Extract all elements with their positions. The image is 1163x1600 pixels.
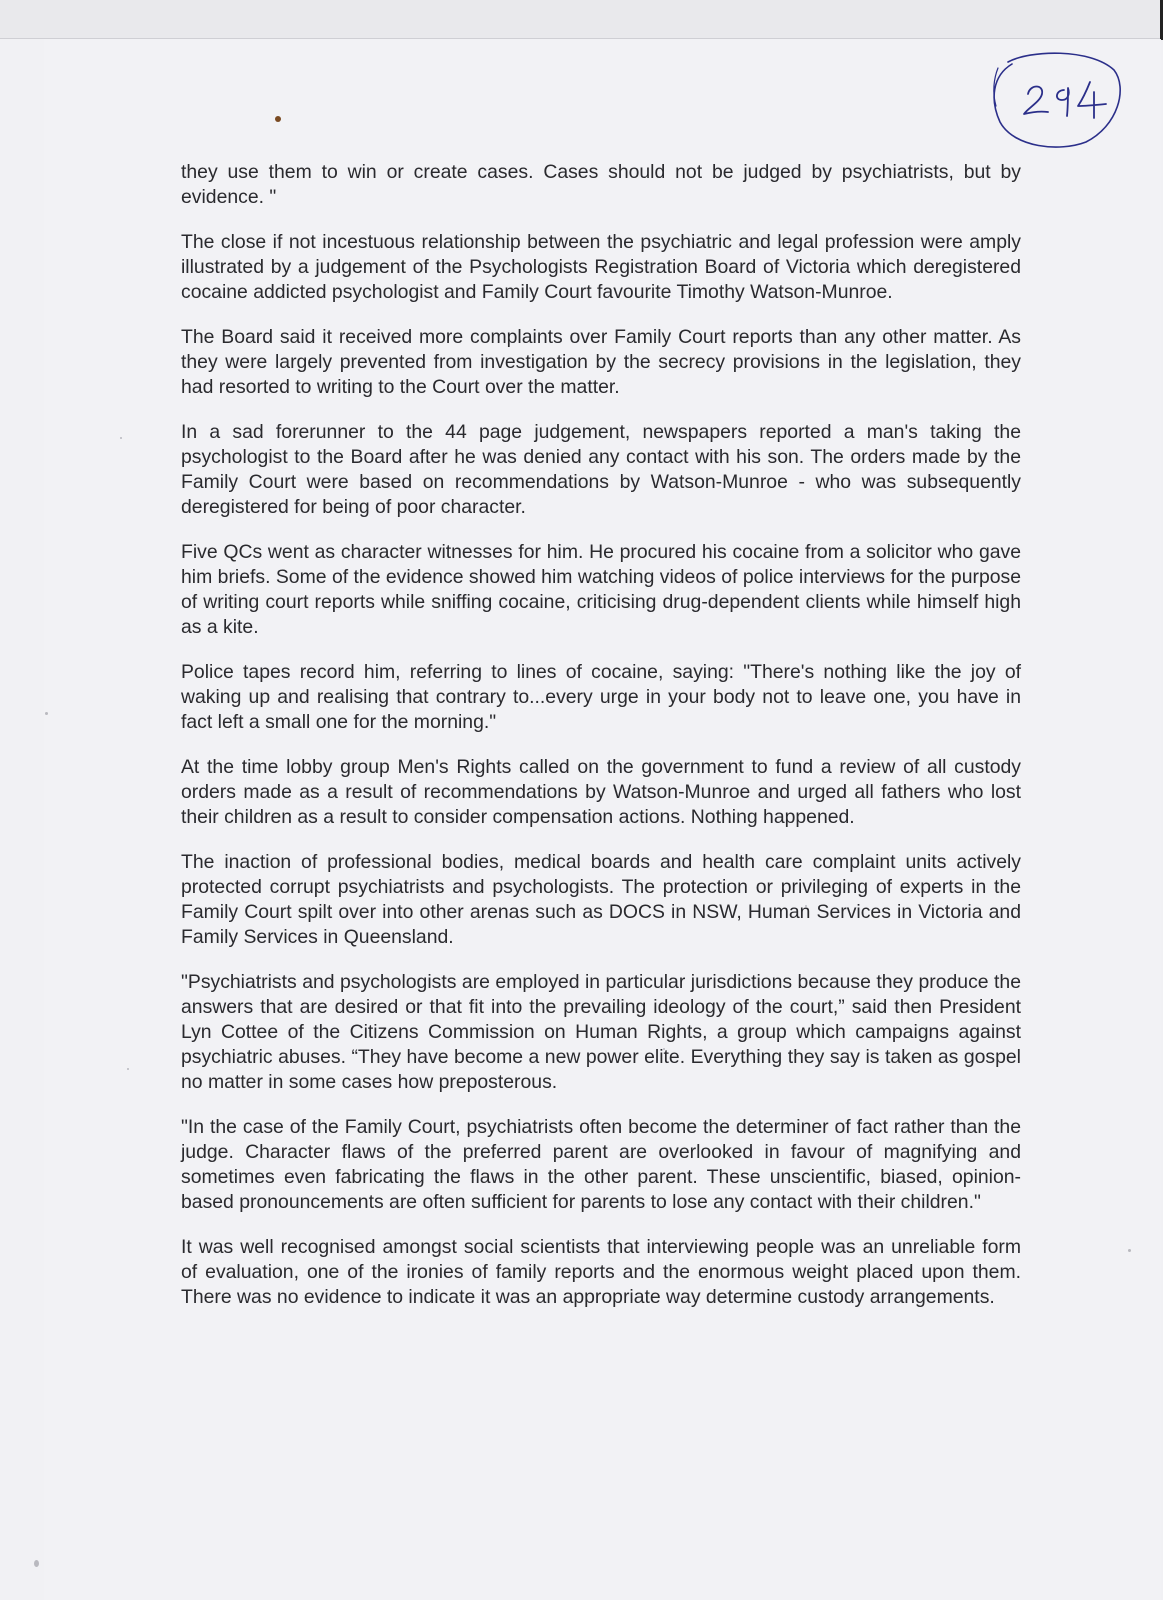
scan-speck [120, 437, 122, 439]
handwritten-page-number [990, 48, 1130, 148]
paragraph: The close if not incestuous relationship between the psychiatric and legal profession were amply illustrated by a judgement of the Psychologists Registration Board of Victoria which deregistered cocaine addicted psychologist and Family Court favourite Timothy Watson-Munroe. [181, 231, 1021, 303]
paragraph: "Psychiatrists and psychologists are employed in particular jurisdictions because they produce the answers that are desired or that fit into the prevailing ideology of the court,” said then President Lyn Cottee of the Citizens Commission on Human Rights, a group which campaigns against psychiatric abuses. “They have become a new power elite. Everything they say is taken as gospel no matter in some cases how preposterous. [181, 971, 1021, 1093]
paragraph: Police tapes record him, referring to lines of cocaine, saying: "There's nothing like the joy of waking up and realising that contrary to...every urge in your body not to leave one, you have in fact left a small one for the morning." [181, 661, 1021, 733]
paragraph: "In the case of the Family Court, psychiatrists often become the determiner of fact rather than the judge. Character flaws of the preferred parent are overlooked in favour of magnifying and sometimes even fabricating the flaws in the other parent. These unscientific, biased, opinion-based pronouncements are often sufficient for parents to lose any contact with their children." [181, 1116, 1021, 1213]
scan-speck [34, 1560, 39, 1567]
scan-speck [45, 712, 48, 715]
scan-speck [1128, 1249, 1131, 1252]
paragraph: they use them to win or create cases. Cases should not be judged by psychiatrists, but by evidence. " [181, 161, 1021, 208]
scanner-top-margin [0, 0, 1163, 39]
paragraph: The Board said it received more complaints over Family Court reports than any other matter. As they were largely prevented from investigation by the secrecy provisions in the legislation, they had resorted to writing to the Court over the matter. [181, 326, 1021, 398]
paragraph: It was well recognised amongst social scientists that interviewing people was an unreliable form of evaluation, one of the ironies of family reports and the enormous weight placed upon them. There was no evidence to indicate it was an appropriate way determine custody arrangements. [181, 1236, 1021, 1308]
article-body [181, 160, 1021, 1330]
paragraph: Five QCs went as character witnesses for him. He procured his cocaine from a solicitor who gave him briefs. Some of the evidence showed him watching videos of police interviews for the purpose of writing court reports while sniffing cocaine, criticising drug-dependent clients while himself high as a kite. [181, 541, 1021, 638]
paragraph: At the time lobby group Men's Rights called on the government to fund a review of all custody orders made as a result of recommendations by Watson-Munroe and urged all fathers who lost their children as a result to consider compensation actions. Nothing happened. [181, 756, 1021, 828]
scan-speck [127, 1068, 129, 1070]
paragraph: The inaction of professional bodies, medical boards and health care complaint units actively protected corrupt psychiatrists and psychologists. The protection or privileging of experts in the Family Court spilt over into other arenas such as DOCS in NSW, Human Services in Victoria and Family Services in Queensland. [181, 851, 1021, 948]
ink-speck [275, 116, 281, 122]
paragraph: In a sad forerunner to the 44 page judgement, newspapers reported a man's taking the psychologist to the Board after he was denied any contact with his son. The orders made by the Family Court were based on recommendations by Watson-Munroe - who was subsequently deregistered for being of poor character. [181, 421, 1021, 518]
